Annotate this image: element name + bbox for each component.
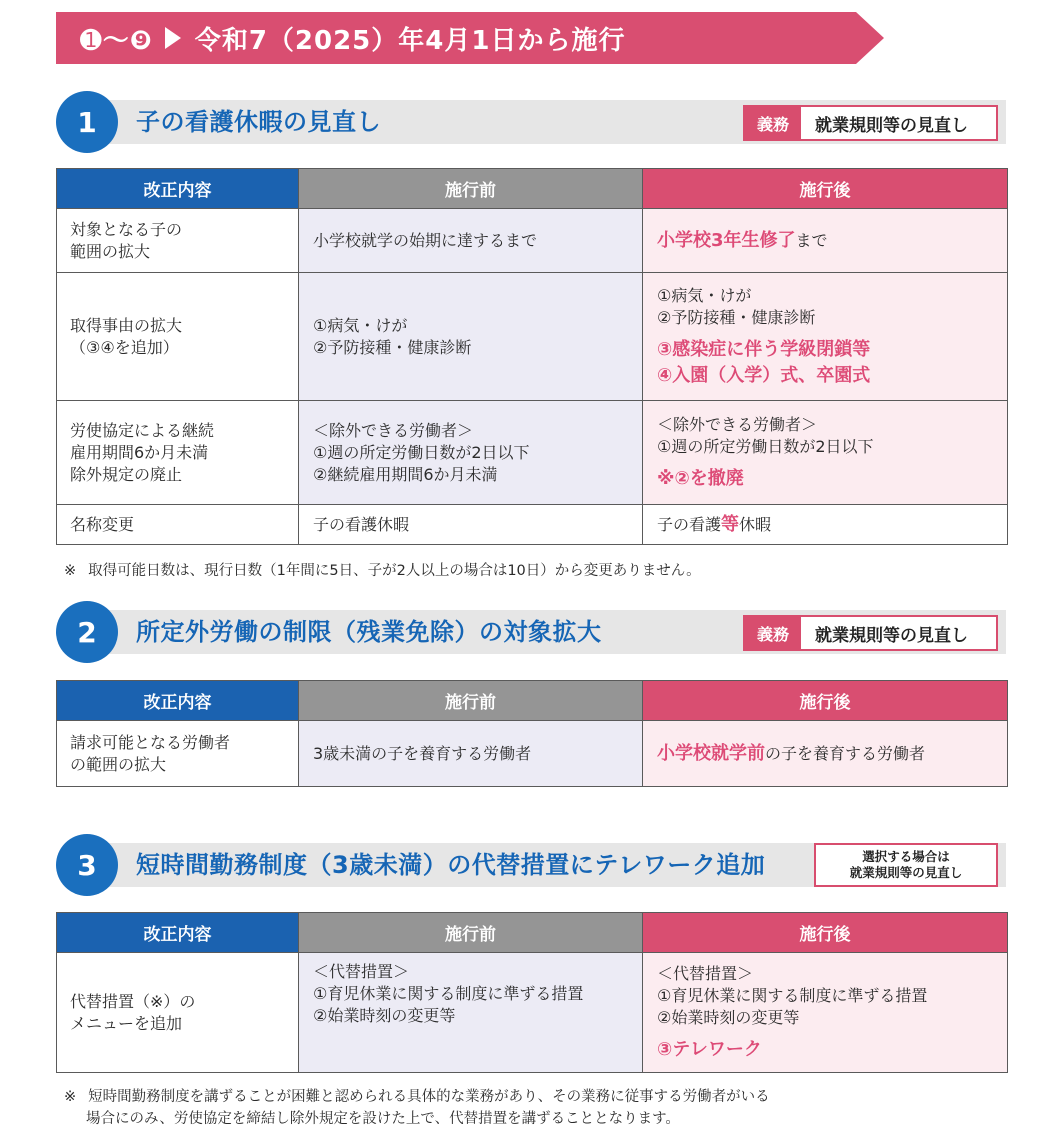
cell-before: 小学校就学の始期に達するまで — [299, 209, 643, 273]
highlight-text: ③テレワーク — [657, 1038, 762, 1060]
cell-after: ＜代替措置＞ ①育児休業に関する制度に準ずる措置 ②始業時刻の変更等 ③テレワーク — [643, 953, 1008, 1073]
table-row — [57, 273, 1008, 401]
cell-before: ＜代替措置＞ ①育児休業に関する制度に準ずる措置 ②始業時刻の変更等 — [299, 953, 643, 1073]
section-1-heading — [56, 100, 1006, 144]
table-header-row — [57, 913, 1008, 953]
header-after: 施行後 — [643, 913, 1008, 953]
cell-before: 3歳未満の子を養育する労働者 — [299, 721, 643, 787]
header-content: 改正内容 — [57, 169, 299, 209]
header-after: 施行後 — [643, 169, 1008, 209]
highlight-text: 小学校就学前 — [657, 742, 765, 764]
section-3-table — [56, 912, 1008, 1073]
cell-before: ①病気・けが ②予防接種・健康診断 — [299, 273, 643, 401]
header-after: 施行後 — [643, 681, 1008, 721]
cell-after: 小学校3年生修了まで — [643, 209, 1008, 273]
tag-value: 就業規則等の見直し — [815, 625, 968, 646]
banner-range: ➊〜❾ — [80, 25, 153, 56]
header-content: 改正内容 — [57, 913, 299, 953]
cell-before: ＜除外できる労働者＞ ①週の所定労働日数が2日以下 ②継続雇用期間6か月未満 — [299, 401, 643, 505]
tag-key: 義務 — [745, 617, 801, 649]
table-row — [57, 401, 1008, 505]
section-2-table — [56, 680, 1008, 787]
obligation-tag — [743, 105, 998, 141]
section-1-table — [56, 168, 1008, 545]
section-2-heading — [56, 610, 1006, 654]
table-row — [57, 953, 1008, 1073]
tag-value: 就業規則等の見直し — [815, 115, 968, 136]
cell-after: 子の看護等休暇 — [643, 505, 1008, 545]
section-title: 所定外労働の制限（残業免除）の対象拡大 — [136, 618, 602, 646]
table-row — [57, 721, 1008, 787]
cell-content: 名称変更 — [57, 505, 299, 545]
cell-after: ①病気・けが ②予防接種・健康診断 ③感染症に伴う学級閉鎖等 ④入園（入学）式、卒園式 — [643, 273, 1008, 401]
cell-content: 代替措置（※）の メニューを追加 — [57, 953, 299, 1073]
cell-content: 労使協定による継続 雇用期間6か月未満 除外規定の廃止 — [57, 401, 299, 505]
section-title: 子の看護休暇の見直し — [136, 108, 381, 136]
highlight-text: ③感染症に伴う学級閉鎖等 — [657, 338, 871, 360]
obligation-tag — [743, 615, 998, 651]
section-number-badge: 2 — [56, 601, 118, 663]
banner-date: 令和7（2025）年4月1日から施行 — [194, 25, 626, 56]
table-row — [57, 505, 1008, 545]
section-1-note: ※ 取得可能日数は、現行日数（1年間に5日、子が2人以上の場合は10日）から変更ありません。 — [64, 563, 701, 579]
highlight-text: ※②を撤廃 — [657, 467, 744, 489]
cell-content: 取得事由の拡大 （③④を追加） — [57, 273, 299, 401]
section-3-heading — [56, 843, 1006, 887]
cell-content: 請求可能となる労働者 の範囲の拡大 — [57, 721, 299, 787]
section-title: 短時間勤務制度（3歳未満）の代替措置にテレワーク追加 — [136, 851, 766, 879]
cell-content: 対象となる子の 範囲の拡大 — [57, 209, 299, 273]
table-header-row — [57, 681, 1008, 721]
header-before: 施行前 — [299, 913, 643, 953]
table-header-row — [57, 169, 1008, 209]
section-number-badge: 1 — [56, 91, 118, 153]
optional-tag: 選択する場合は 就業規則等の見直し — [814, 843, 998, 887]
cell-after: 小学校就学前の子を養育する労働者 — [643, 721, 1008, 787]
highlight-text: ④入園（入学）式、卒園式 — [657, 364, 871, 386]
header-content: 改正内容 — [57, 681, 299, 721]
table-row — [57, 209, 1008, 273]
section-number-badge: 3 — [56, 834, 118, 896]
header-before: 施行前 — [299, 681, 643, 721]
effective-date-banner — [56, 12, 884, 64]
cell-before: 子の看護休暇 — [299, 505, 643, 545]
tag-key: 義務 — [745, 107, 801, 139]
section-3-note: ※ 短時間勤務制度を講ずることが困難と認められる具体的な業務があり、その業務に従事する労働者がいる 場合にのみ、労使協定を締結し除外規定を設けた上で、代替措置を講ずることとなります。 — [64, 1089, 770, 1127]
banner-text — [80, 21, 625, 55]
play-triangle-icon — [165, 27, 181, 49]
header-before: 施行前 — [299, 169, 643, 209]
cell-after: ＜除外できる労働者＞ ①週の所定労働日数が2日以下 ※②を撤廃 — [643, 401, 1008, 505]
highlight-text: 小学校3年生修了 — [657, 229, 796, 251]
highlight-text: 等 — [721, 513, 740, 535]
